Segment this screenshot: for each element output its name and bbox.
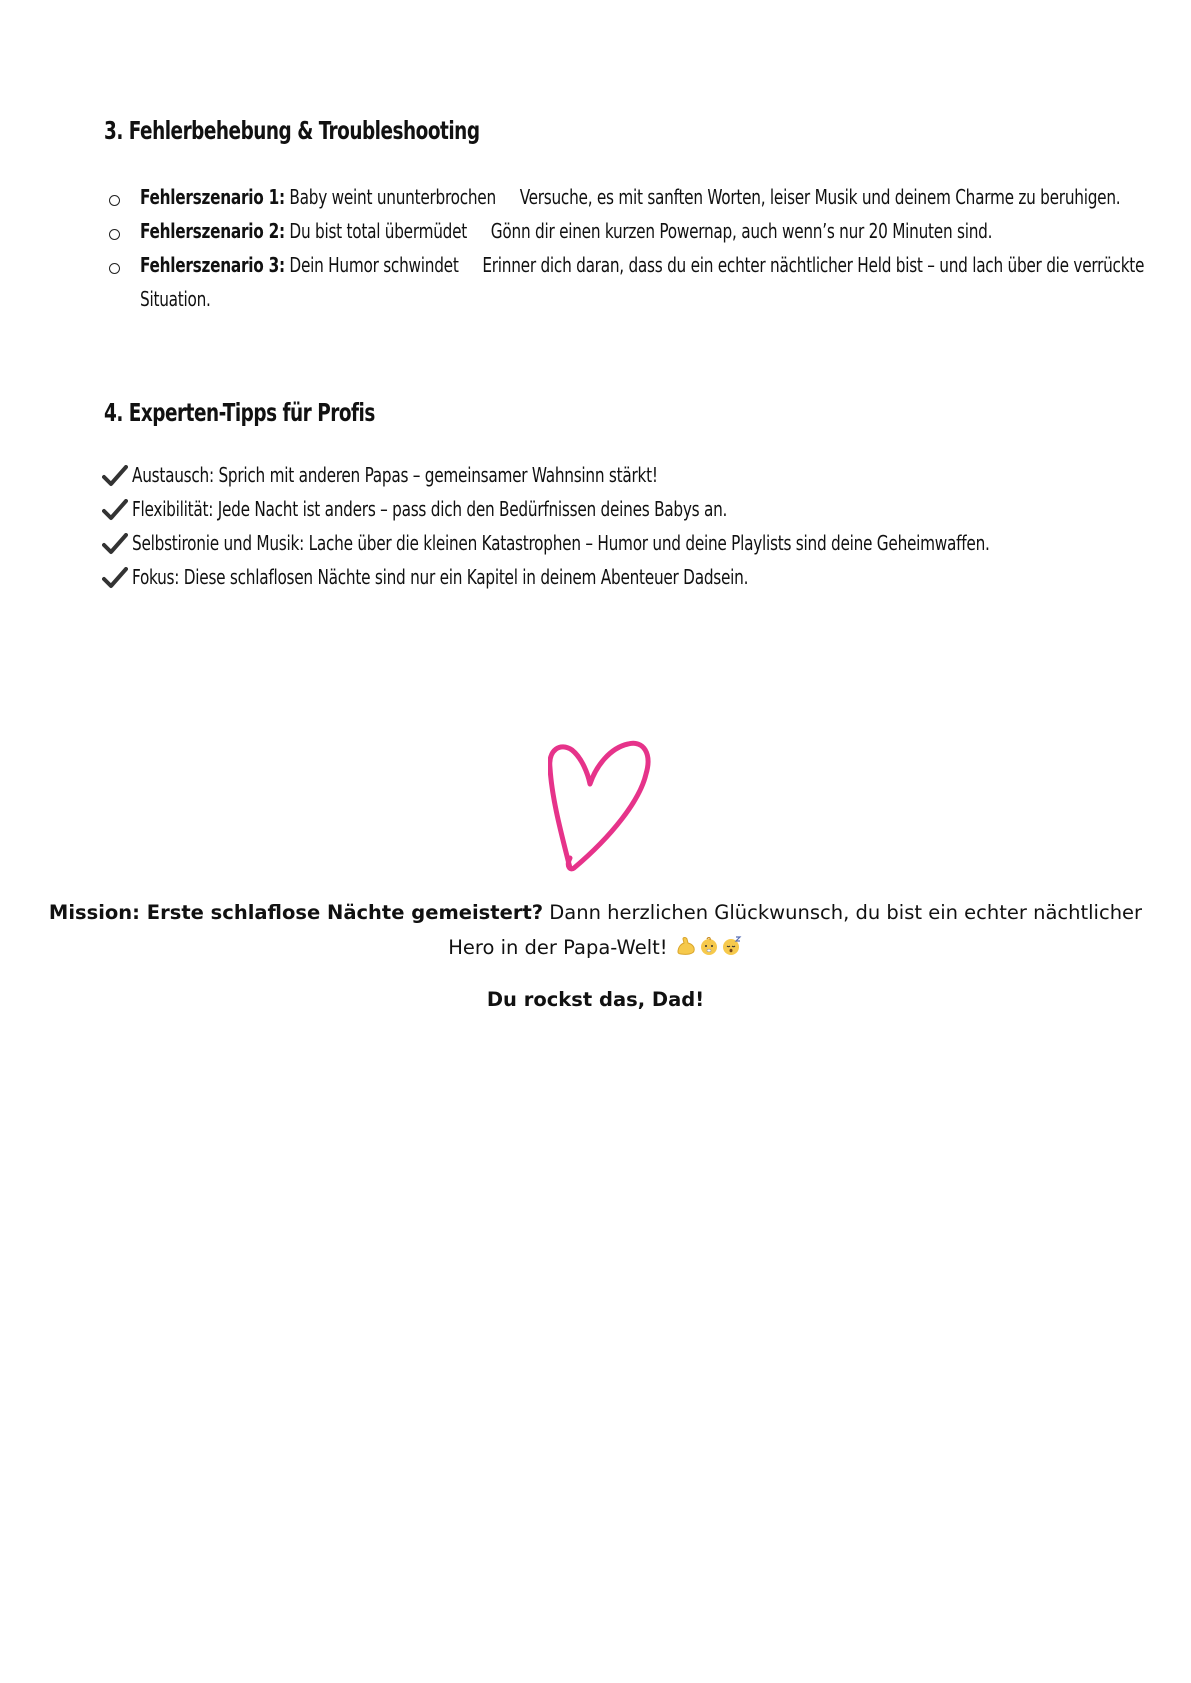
list-item	[104, 248, 1164, 316]
heart-icon	[548, 740, 652, 872]
scenario-solution: Gönn dir einen kurzen Powernap, auch wenn’s nur 20 Minuten sind.	[490, 219, 993, 243]
scenario-problem: Du bist total übermüdet	[289, 219, 468, 243]
tip-text: Selbstironie und Musik: Lache über die kleinen Katastrophen – Humor und deine Playlists sind deine Geheimwaffen.	[132, 531, 990, 555]
scenario-problem: Dein Humor schwindet	[289, 253, 459, 277]
section-title-troubleshooting: 3. Fehlerbehebung & Troubleshooting	[104, 116, 480, 145]
list-item	[102, 560, 1162, 594]
list-item	[102, 492, 1162, 526]
circle-bullet-icon	[109, 229, 120, 240]
closing-line: Du rockst das, Dad!	[486, 988, 705, 1011]
mission-bold-text: Mission: Erste schlaflose Nächte gemeistert?	[48, 901, 544, 924]
section-title-expert-tips: 4. Experten-Tipps für Profis	[104, 398, 375, 427]
mission-paragraph	[40, 895, 1151, 965]
baby-icon	[698, 935, 720, 957]
scenario-label: Fehlerszenario 1:	[140, 185, 285, 209]
troubleshooting-list	[104, 180, 1164, 316]
mission-text: Dann herzlichen Glückwunsch, du bist ein echter nächtlicher Hero in der Papa-Welt!	[448, 901, 1143, 959]
checkmark-icon	[102, 465, 128, 487]
flexed-biceps-icon	[675, 935, 697, 957]
list-item	[102, 458, 1162, 492]
scenario-label: Fehlerszenario 3:	[140, 253, 285, 277]
expert-tips-list	[102, 458, 1162, 594]
list-item	[104, 180, 1164, 214]
scenario-label: Fehlerszenario 2:	[140, 219, 285, 243]
scenario-solution: Erinner dich daran, dass du ein echter nächtlicher Held bist – und lach über die verrückte Situation.	[140, 253, 1145, 311]
tip-text: Austausch: Sprich mit anderen Papas – gemeinsamer Wahnsinn stärkt!	[132, 463, 658, 487]
tip-text: Fokus: Diese schlaflosen Nächte sind nur ein Kapitel in deinem Abenteuer Dadsein.	[132, 565, 749, 589]
circle-bullet-icon	[109, 195, 120, 206]
sleeping-face-icon	[721, 935, 743, 957]
scenario-solution: Versuche, es mit sanften Worten, leiser Musik und deinem Charme zu beruhigen.	[519, 185, 1121, 209]
checkmark-icon	[102, 499, 128, 521]
list-item	[104, 214, 1164, 248]
checkmark-icon	[102, 567, 128, 589]
list-item	[102, 526, 1162, 560]
circle-bullet-icon	[109, 263, 120, 274]
scenario-problem: Baby weint ununterbrochen	[289, 185, 496, 209]
checkmark-icon	[102, 533, 128, 555]
tip-text: Flexibilität: Jede Nacht ist anders – pass dich den Bedürfnissen deines Babys an.	[132, 497, 728, 521]
